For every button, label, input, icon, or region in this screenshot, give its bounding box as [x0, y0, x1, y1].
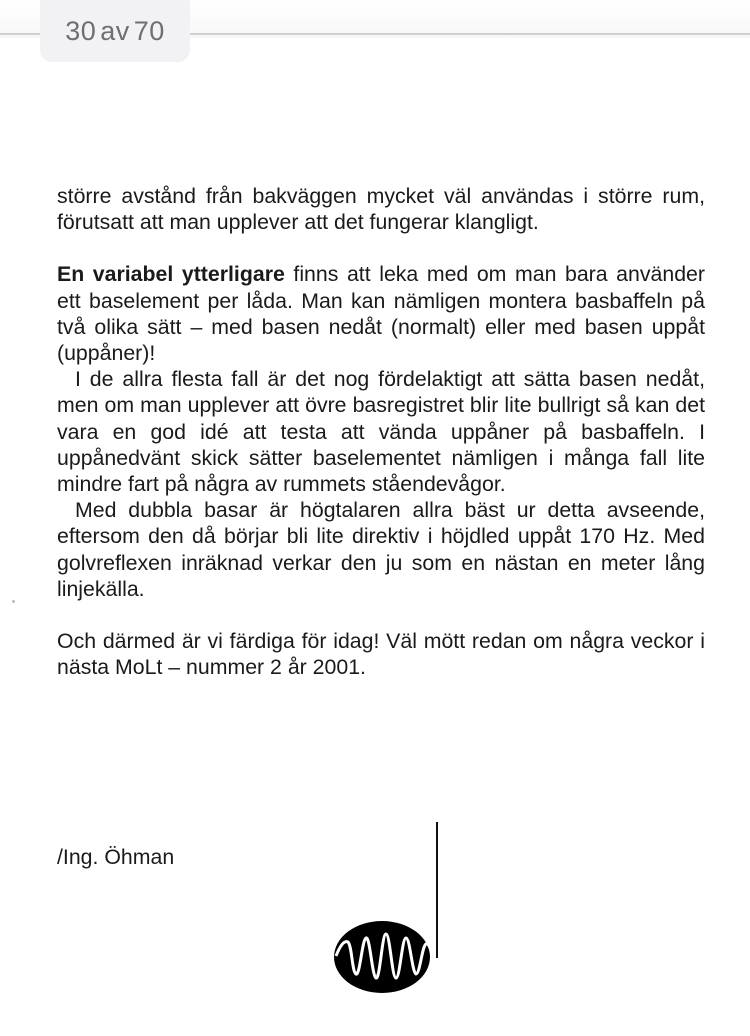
- scan-speck: [12, 600, 15, 603]
- page-counter: [40, 0, 190, 62]
- paragraph-2-text: finns att leka med om man bara använder ett baselement per låda. Man kan nämligen montera basbaffeln på två olika sätt – med basen nedåt (normalt) eller med basen uppåt (uppåner)!: [57, 262, 705, 366]
- paragraph-1: större avstånd från bakväggen mycket väl användas i större rum, förutsatt att man upplever att det fungerar klangligt.: [57, 184, 705, 235]
- paragraph-2: [57, 261, 705, 366]
- paragraph-3: I de allra flesta fall är det nog fördelaktigt att sätta basen nedåt, men om man upplever att övre basregistret blir lite bullrigt så kan det vara en god idé att testa att vända uppåner på basbaffeln. I uppånedvänt skick sätter baselementet nämligen i många fall lite mindre fart på några av rummets ståendevågor.: [57, 367, 705, 497]
- waveform-logo-icon: [330, 822, 450, 1002]
- paragraph-2-lead: En variabel ytterligare: [57, 262, 285, 287]
- page-separator-word: av: [100, 15, 130, 46]
- page-current: 30: [65, 15, 97, 46]
- paragraph-4: Med dubbla basar är högtalaren allra bäst ur detta avseende, eftersom den då börjar bli lite direktiv i höjdled uppåt 170 Hz. Med golvreflexen inräknad verkar den ju som en nästan en meter lång linjekälla.: [57, 498, 705, 601]
- paragraph-5: Och därmed är vi färdiga för idag! Väl mött redan om några veckor i nästa MoLt – nummer 2 år 2001.: [57, 629, 705, 680]
- page-total: 70: [133, 15, 165, 46]
- document-body: [57, 183, 705, 680]
- signature: /Ing. Öhman: [57, 845, 175, 869]
